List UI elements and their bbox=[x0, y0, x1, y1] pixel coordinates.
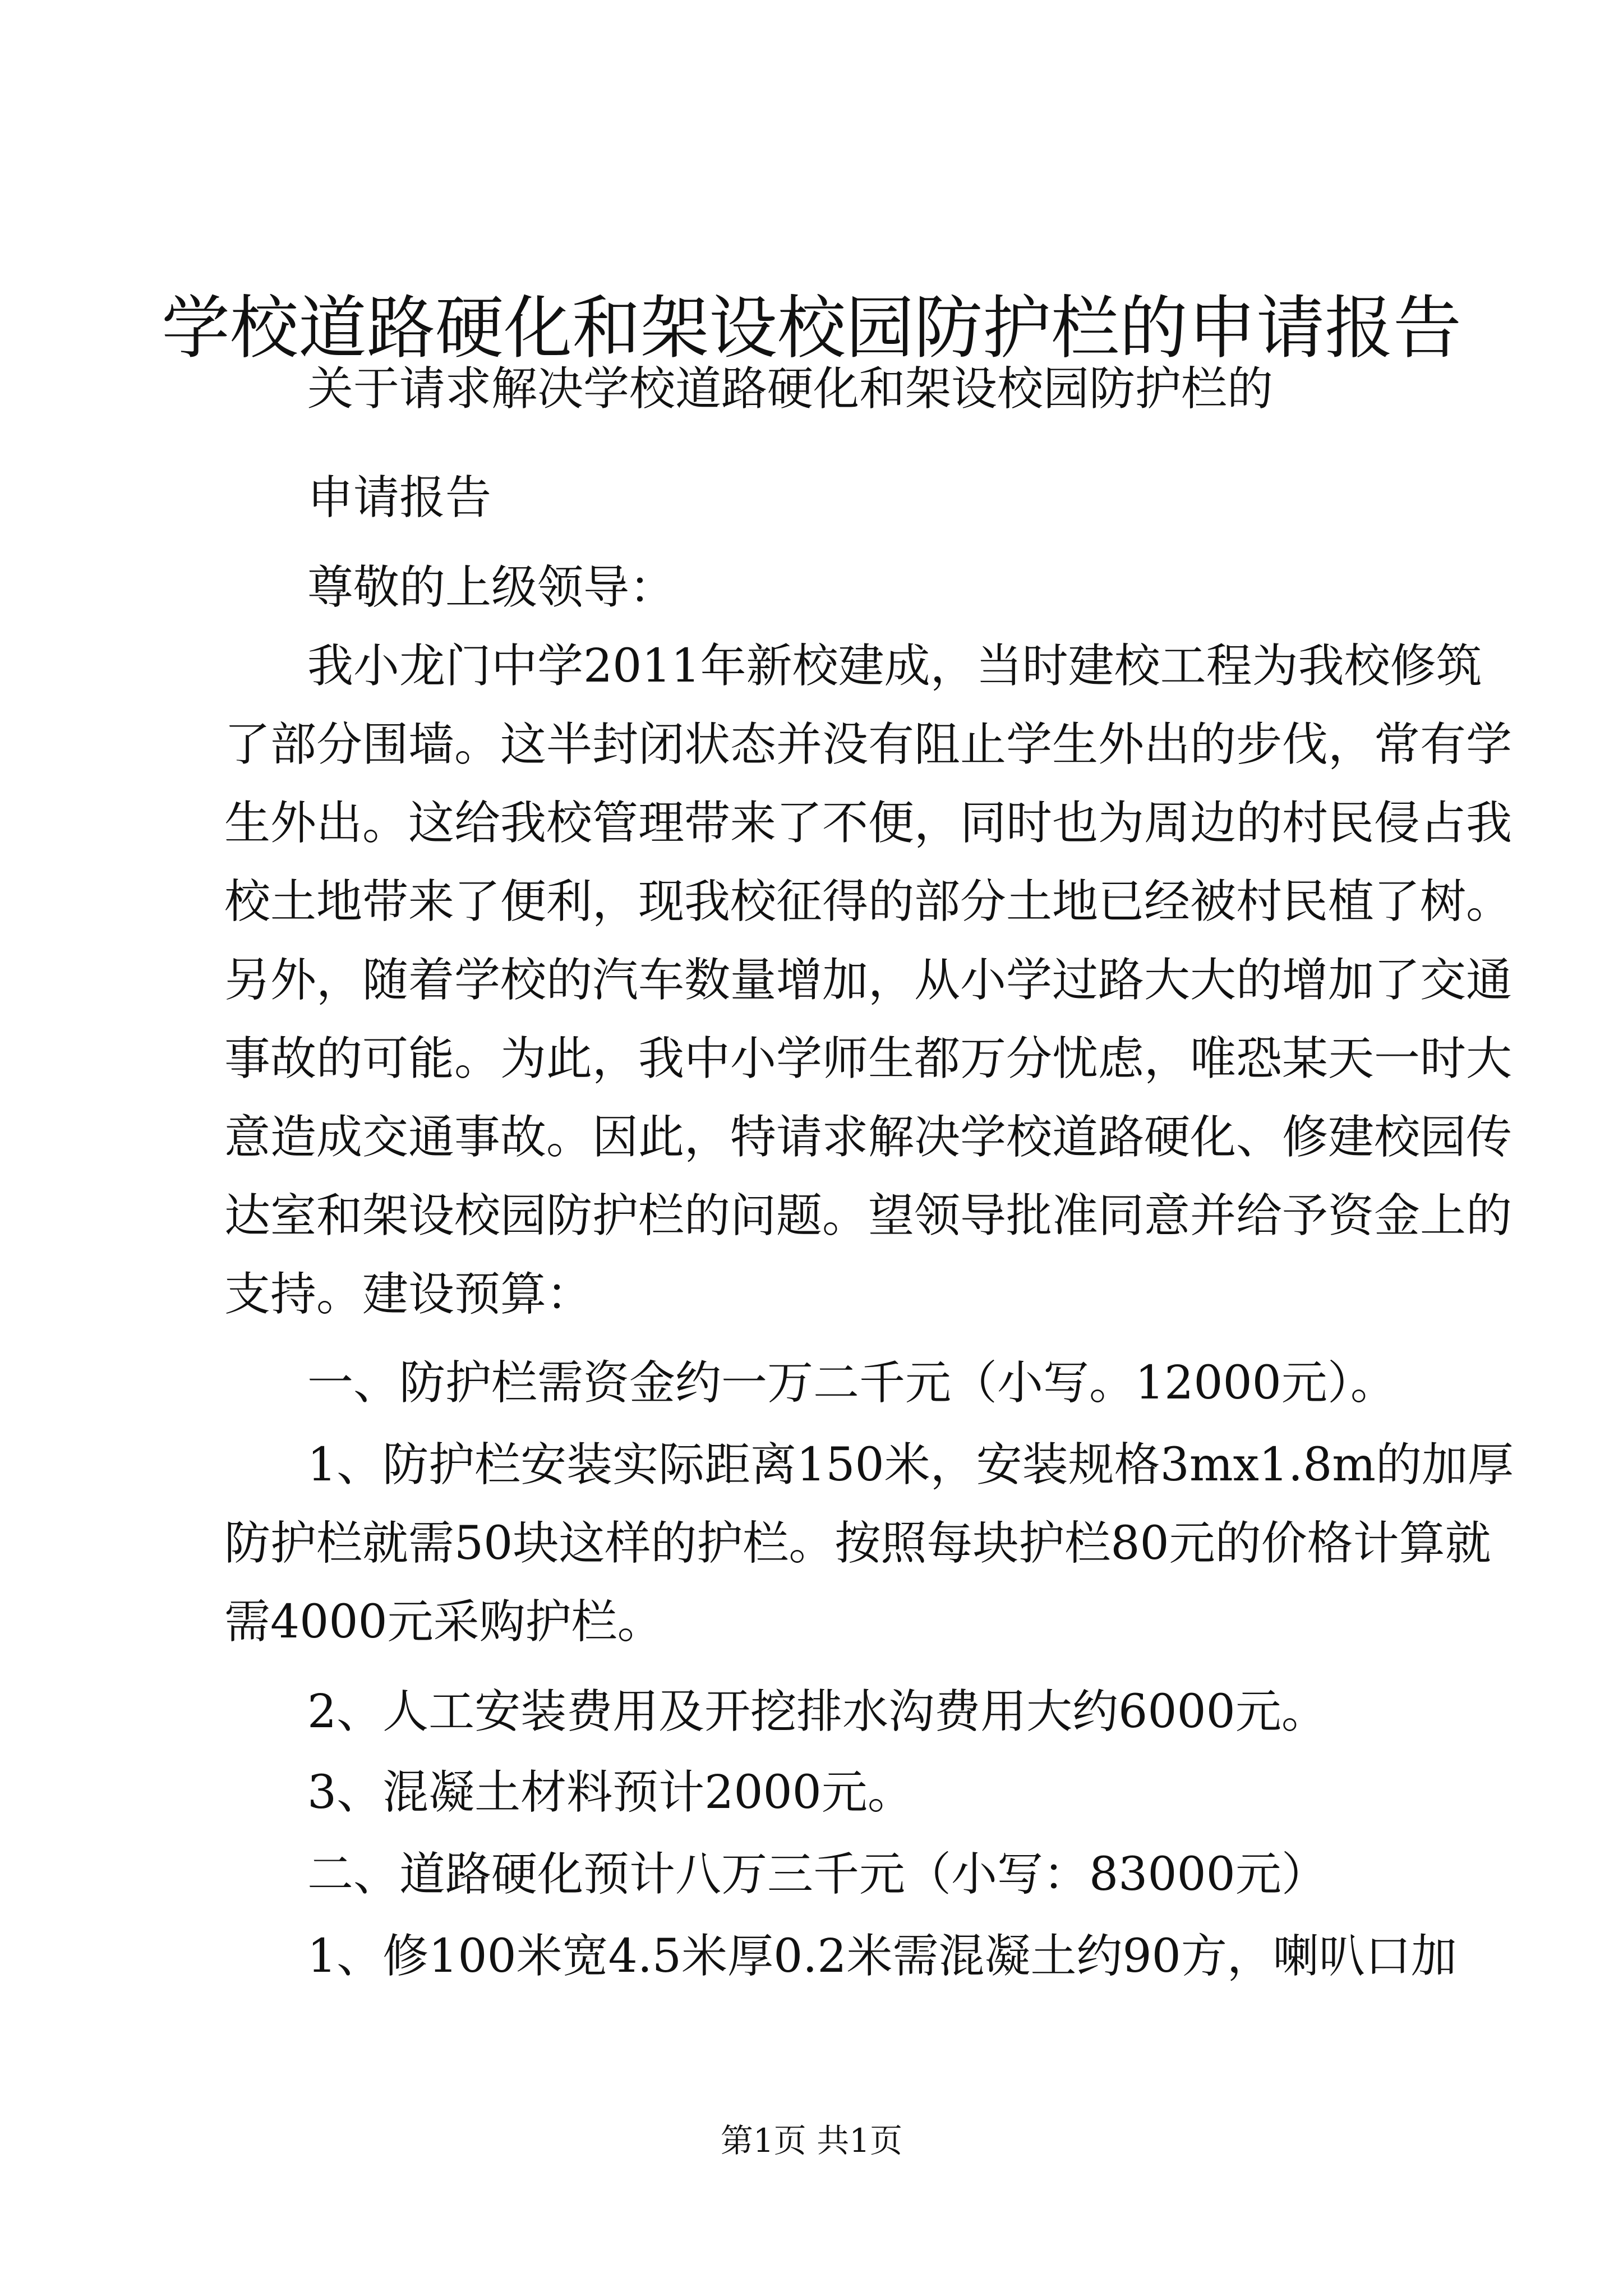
salutation: 尊敬的上级领导： bbox=[307, 561, 676, 614]
item-2: 2、人工安装费用及开挖排水沟费用大约6000元。 bbox=[307, 1685, 1327, 1738]
body-line: 支持。建设预算： bbox=[224, 1268, 593, 1321]
item-1-line: 防护栏就需50块这样的护栏。按照每块护栏80元的价格计算就 bbox=[224, 1517, 1491, 1570]
body-line: 校土地带来了便利，现我校征得的部分土地已经被村民植了树。 bbox=[224, 875, 1513, 928]
body-line: 我小龙门中学2011年新校建成，当时建校工程为我校修筑 bbox=[307, 639, 1482, 693]
subtitle-line-2: 申请报告 bbox=[307, 471, 492, 524]
body-line: 意造成交通事故。因此，特请求解决学校道路硬化、修建校园传 bbox=[224, 1111, 1513, 1164]
item-1-paragraph bbox=[224, 1434, 1514, 1675]
page-footer: 第1页 共1页 bbox=[720, 2122, 903, 2160]
body-line: 生外出。这给我校管理带来了不便，同时也为周边的村民侵占我 bbox=[224, 797, 1513, 850]
body-line: 事故的可能。为此，我中小学师生都万分忧虑，唯恐某天一时大 bbox=[224, 1032, 1513, 1085]
body-line: 另外，随着学校的汽车数量增加，从小学过路大大的增加了交通 bbox=[224, 954, 1513, 1007]
item-1-line: 1、防护栏安装实际距离150米，安装规格3mx1.8m的加厚 bbox=[307, 1438, 1514, 1492]
body-line: 了部分围墙。这半封闭状态并没有阻止学生外出的步伐，常有学 bbox=[224, 718, 1513, 771]
document-title: 学校道路硬化和架设校园防护栏的申请报告 bbox=[162, 288, 1461, 368]
body-paragraph bbox=[224, 635, 1513, 1321]
section-one-heading: 一、防护栏需资金约一万二千元（小写。12000元）。 bbox=[307, 1356, 1396, 1410]
section-two-item-1: 1、修100米宽4.5米厚0.2米需混凝土约90方，喇叭口加 bbox=[307, 1930, 1457, 1983]
subtitle-line-1: 关于请求解决学校道路硬化和架设校园防护栏的 bbox=[307, 362, 1274, 416]
body-line: 达室和架设校园防护栏的问题。望领导批准同意并给予资金上的 bbox=[224, 1189, 1513, 1243]
item-1-line: 需4000元采购护栏。 bbox=[224, 1595, 663, 1649]
item-3: 3、混凝土材料预计2000元。 bbox=[307, 1766, 914, 1819]
section-two-heading: 二、道路硬化预计八万三千元（小写：83000元） bbox=[307, 1848, 1327, 1901]
